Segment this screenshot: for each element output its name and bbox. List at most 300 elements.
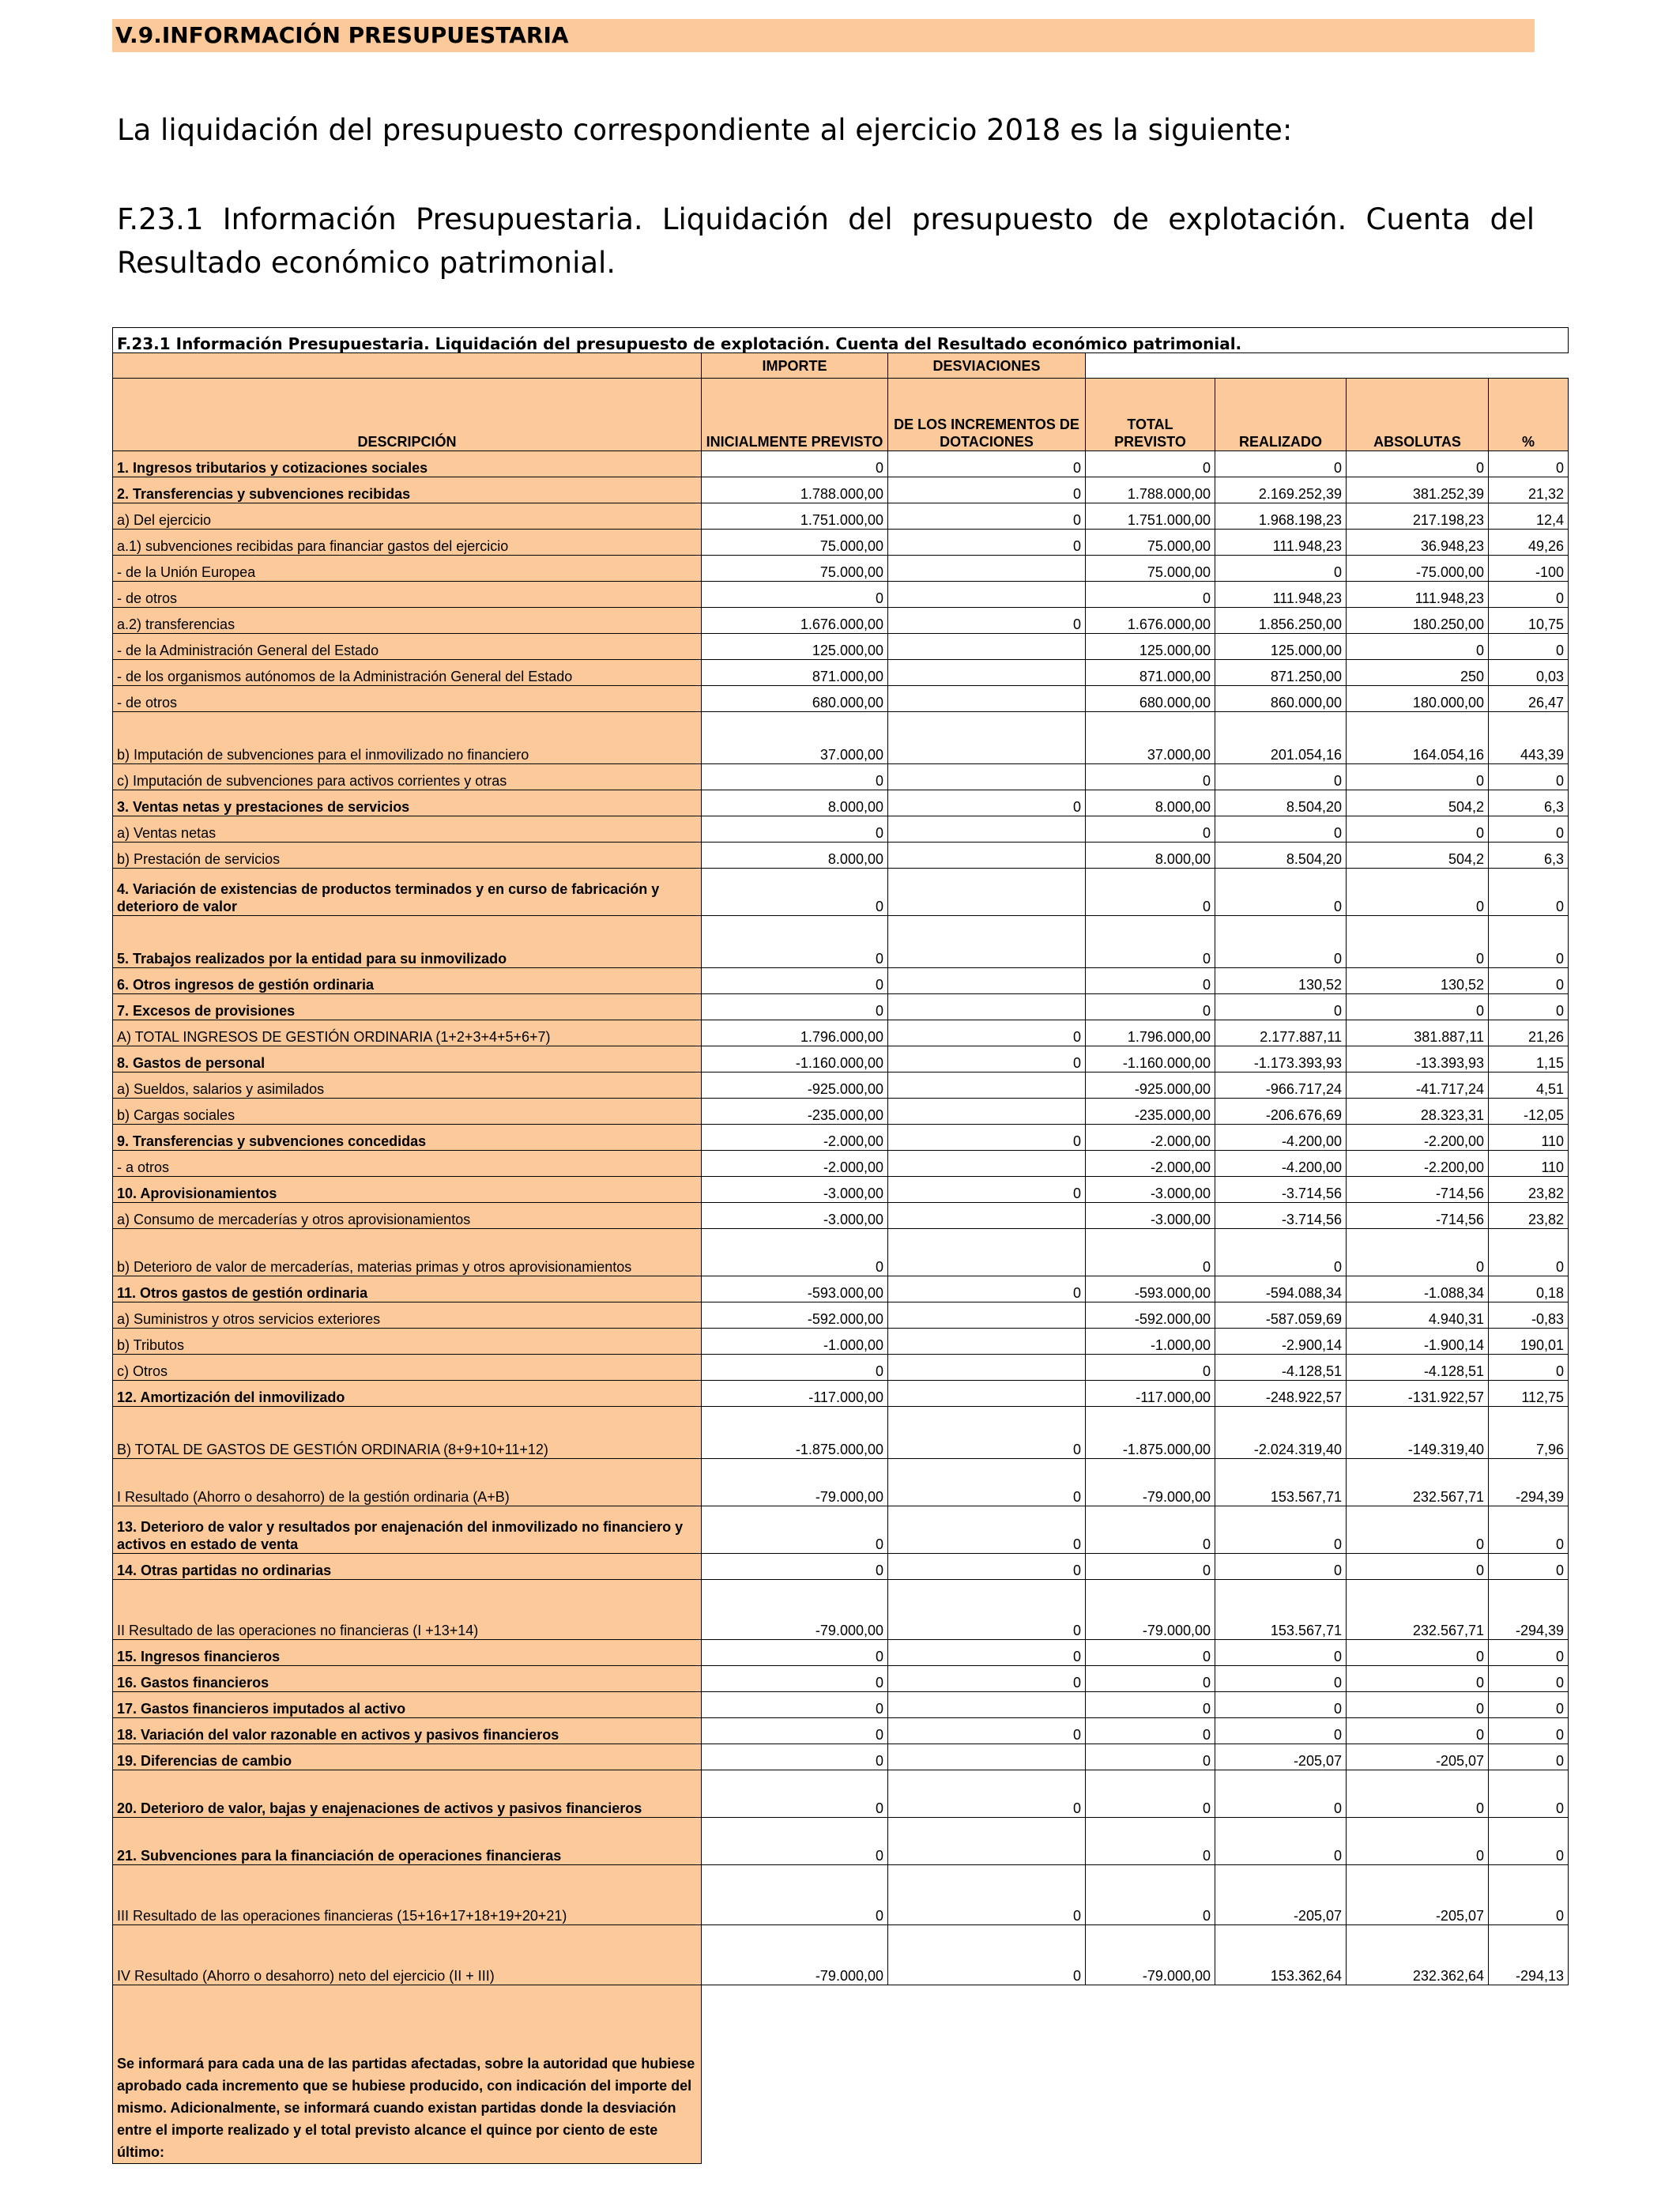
- cell-total: 0: [1086, 1229, 1215, 1276]
- cell-inicial: -79.000,00: [702, 1580, 888, 1640]
- row-description: 20. Deterioro de valor, bajas y enajenaciones de activos y pasivos financieros: [113, 1770, 702, 1818]
- note-text: Se informará para cada una de las partidas afectadas, sobre la autoridad que hubiese aprobado cada incremento que se hubiese producido, con indicación del importe del mismo. Adicionalmente, se informará cuando existan partidas donde la desviación entre el importe realizado y el total previsto alcance el quince por ciento de este último:: [113, 1985, 702, 2164]
- cell-incrementos: [888, 994, 1086, 1020]
- table-row: [113, 1099, 1569, 1125]
- cell-realizado: 0: [1215, 1506, 1347, 1554]
- cell-absolutas: -75.000,00: [1347, 556, 1489, 582]
- cell-realizado: -205,07: [1215, 1744, 1347, 1770]
- cell-total: -117.000,00: [1086, 1381, 1215, 1407]
- cell-absolutas: 217.198,23: [1347, 503, 1489, 530]
- row-description: a.1) subvenciones recibidas para financiar gastos del ejercicio: [113, 530, 702, 556]
- cell-realizado: 111.948,23: [1215, 582, 1347, 608]
- table-row: [113, 1554, 1569, 1580]
- cell-absolutas: 0: [1347, 1718, 1489, 1744]
- cell-pct: -294,39: [1489, 1459, 1569, 1506]
- cell-pct: 0: [1489, 1718, 1569, 1744]
- table-title: F.23.1 Información Presupuestaria. Liquidación del presupuesto de explotación. Cuenta del Resultado económico patrimonial.: [113, 328, 1569, 353]
- cell-incrementos: 0: [888, 1506, 1086, 1554]
- cell-incrementos: 0: [888, 1640, 1086, 1666]
- cell-incrementos: [888, 843, 1086, 869]
- cell-incrementos: 0: [888, 1718, 1086, 1744]
- cell-pct: 0: [1489, 1692, 1569, 1718]
- row-description: b) Deterioro de valor de mercaderías, materias primas y otros aprovisionamientos: [113, 1229, 702, 1276]
- cell-inicial: 75.000,00: [702, 556, 888, 582]
- cell-inicial: -1.000,00: [702, 1329, 888, 1355]
- table-row: [113, 1865, 1569, 1925]
- cell-absolutas: 0: [1347, 1506, 1489, 1554]
- cell-incrementos: [888, 582, 1086, 608]
- cell-pct: 0: [1489, 764, 1569, 790]
- cell-inicial: -2.000,00: [702, 1151, 888, 1177]
- budget-table: [112, 327, 1569, 2164]
- cell-inicial: 0: [702, 916, 888, 968]
- cell-total: 1.788.000,00: [1086, 477, 1215, 503]
- cell-total: -2.000,00: [1086, 1125, 1215, 1151]
- row-description: a) Consumo de mercaderías y otros aprovisionamientos: [113, 1203, 702, 1229]
- cell-total: 75.000,00: [1086, 530, 1215, 556]
- cell-realizado: -4.200,00: [1215, 1125, 1347, 1151]
- cell-pct: 0: [1489, 1355, 1569, 1381]
- cell-incrementos: [888, 686, 1086, 712]
- col-header-inicial: INICIALMENTE PREVISTO: [702, 379, 888, 451]
- group-header-desviaciones: DESVIACIONES: [888, 353, 1086, 379]
- cell-incrementos: 0: [888, 1276, 1086, 1302]
- table-row: [113, 1329, 1569, 1355]
- cell-total: 0: [1086, 1666, 1215, 1692]
- cell-total: 0: [1086, 968, 1215, 994]
- cell-pct: 190,01: [1489, 1329, 1569, 1355]
- row-description: 1. Ingresos tributarios y cotizaciones sociales: [113, 451, 702, 477]
- cell-realizado: 153.567,71: [1215, 1580, 1347, 1640]
- cell-inicial: 0: [702, 582, 888, 608]
- cell-total: 0: [1086, 1640, 1215, 1666]
- row-description: 6. Otros ingresos de gestión ordinaria: [113, 968, 702, 994]
- row-description: 14. Otras partidas no ordinarias: [113, 1554, 702, 1580]
- table-row: [113, 1020, 1569, 1046]
- cell-incrementos: [888, 1329, 1086, 1355]
- row-description: A) TOTAL INGRESOS DE GESTIÓN ORDINARIA (1+2+3+4+5+6+7): [113, 1020, 702, 1046]
- cell-inicial: -235.000,00: [702, 1099, 888, 1125]
- cell-absolutas: 4.940,31: [1347, 1302, 1489, 1329]
- cell-total: 125.000,00: [1086, 634, 1215, 660]
- cell-incrementos: [888, 1099, 1086, 1125]
- cell-absolutas: -714,56: [1347, 1203, 1489, 1229]
- document-subtitle: F.23.1 Información Presupuestaria. Liquidación del presupuesto de explotación. Cuenta del Resultado económico patrimonial.: [117, 202, 1535, 280]
- cell-incrementos: [888, 1203, 1086, 1229]
- cell-realizado: -205,07: [1215, 1865, 1347, 1925]
- cell-incrementos: 0: [888, 530, 1086, 556]
- cell-pct: 12,4: [1489, 503, 1569, 530]
- table-row: [113, 1302, 1569, 1329]
- header-blank: [1086, 353, 1569, 379]
- cell-absolutas: 164.054,16: [1347, 712, 1489, 764]
- cell-incrementos: [888, 1355, 1086, 1381]
- cell-pct: 7,96: [1489, 1407, 1569, 1459]
- row-description: - de la Unión Europea: [113, 556, 702, 582]
- cell-pct: 0: [1489, 968, 1569, 994]
- table-row: [113, 1381, 1569, 1407]
- row-description: I Resultado (Ahorro o desahorro) de la gestión ordinaria (A+B): [113, 1459, 702, 1506]
- cell-absolutas: 180.250,00: [1347, 608, 1489, 634]
- cell-total: -3.000,00: [1086, 1203, 1215, 1229]
- cell-realizado: 1.968.198,23: [1215, 503, 1347, 530]
- col-header-pct: %: [1489, 379, 1569, 451]
- cell-realizado: 0: [1215, 1818, 1347, 1865]
- cell-absolutas: -2.200,00: [1347, 1151, 1489, 1177]
- cell-absolutas: 0: [1347, 916, 1489, 968]
- row-description: 15. Ingresos financieros: [113, 1640, 702, 1666]
- table-row: [113, 530, 1569, 556]
- cell-total: -79.000,00: [1086, 1459, 1215, 1506]
- cell-inicial: 8.000,00: [702, 790, 888, 816]
- row-description: 7. Excesos de provisiones: [113, 994, 702, 1020]
- cell-pct: 443,39: [1489, 712, 1569, 764]
- cell-incrementos: [888, 869, 1086, 916]
- cell-realizado: 0: [1215, 869, 1347, 916]
- cell-total: -925.000,00: [1086, 1072, 1215, 1099]
- cell-inicial: -79.000,00: [702, 1925, 888, 1985]
- cell-absolutas: 381.887,11: [1347, 1020, 1489, 1046]
- cell-total: -235.000,00: [1086, 1099, 1215, 1125]
- cell-pct: 26,47: [1489, 686, 1569, 712]
- cell-incrementos: 0: [888, 1770, 1086, 1818]
- cell-total: 0: [1086, 582, 1215, 608]
- cell-total: 0: [1086, 994, 1215, 1020]
- cell-total: 0: [1086, 1554, 1215, 1580]
- table-row: [113, 916, 1569, 968]
- cell-incrementos: [888, 1302, 1086, 1329]
- cell-total: 0: [1086, 1865, 1215, 1925]
- cell-absolutas: 504,2: [1347, 790, 1489, 816]
- cell-inicial: 0: [702, 816, 888, 843]
- col-header-absolutas: ABSOLUTAS: [1347, 379, 1489, 451]
- table-row: [113, 1459, 1569, 1506]
- row-description: - de la Administración General del Estado: [113, 634, 702, 660]
- note-row: [113, 1985, 1569, 2164]
- cell-inicial: 0: [702, 1865, 888, 1925]
- cell-incrementos: [888, 816, 1086, 843]
- cell-pct: 21,32: [1489, 477, 1569, 503]
- cell-inicial: -592.000,00: [702, 1302, 888, 1329]
- cell-absolutas: -149.319,40: [1347, 1407, 1489, 1459]
- cell-incrementos: [888, 1692, 1086, 1718]
- cell-total: 1.751.000,00: [1086, 503, 1215, 530]
- cell-inicial: 8.000,00: [702, 843, 888, 869]
- cell-inicial: 0: [702, 1640, 888, 1666]
- col-header-realizado: REALIZADO: [1215, 379, 1347, 451]
- cell-realizado: -594.088,34: [1215, 1276, 1347, 1302]
- cell-realizado: -1.173.393,93: [1215, 1046, 1347, 1072]
- cell-inicial: 0: [702, 1818, 888, 1865]
- cell-inicial: 125.000,00: [702, 634, 888, 660]
- cell-pct: 110: [1489, 1125, 1569, 1151]
- table-row: [113, 1640, 1569, 1666]
- table-row: [113, 1046, 1569, 1072]
- cell-incrementos: 0: [888, 477, 1086, 503]
- cell-realizado: -966.717,24: [1215, 1072, 1347, 1099]
- cell-absolutas: -714,56: [1347, 1177, 1489, 1203]
- cell-inicial: 0: [702, 451, 888, 477]
- cell-total: 0: [1086, 1718, 1215, 1744]
- row-description: 11. Otros gastos de gestión ordinaria: [113, 1276, 702, 1302]
- row-description: 16. Gastos financieros: [113, 1666, 702, 1692]
- row-description: 3. Ventas netas y prestaciones de servicios: [113, 790, 702, 816]
- cell-realizado: 0: [1215, 1770, 1347, 1818]
- cell-absolutas: 0: [1347, 1818, 1489, 1865]
- cell-absolutas: 0: [1347, 1229, 1489, 1276]
- cell-inicial: 0: [702, 1554, 888, 1580]
- cell-total: 680.000,00: [1086, 686, 1215, 712]
- table-row: [113, 764, 1569, 790]
- row-description: b) Cargas sociales: [113, 1099, 702, 1125]
- cell-pct: 6,3: [1489, 843, 1569, 869]
- cell-inicial: 0: [702, 1355, 888, 1381]
- cell-incrementos: [888, 1072, 1086, 1099]
- cell-incrementos: 0: [888, 451, 1086, 477]
- table-row: [113, 816, 1569, 843]
- table-row: [113, 1718, 1569, 1744]
- cell-pct: 23,82: [1489, 1203, 1569, 1229]
- table-row: [113, 1770, 1569, 1818]
- cell-inicial: 0: [702, 764, 888, 790]
- cell-realizado: 153.362,64: [1215, 1925, 1347, 1985]
- cell-realizado: -3.714,56: [1215, 1177, 1347, 1203]
- table-row: [113, 1072, 1569, 1099]
- cell-total: 37.000,00: [1086, 712, 1215, 764]
- cell-pct: 110: [1489, 1151, 1569, 1177]
- cell-realizado: 0: [1215, 764, 1347, 790]
- cell-pct: 0: [1489, 1554, 1569, 1580]
- cell-pct: 49,26: [1489, 530, 1569, 556]
- cell-pct: 0: [1489, 1770, 1569, 1818]
- cell-realizado: 153.567,71: [1215, 1459, 1347, 1506]
- cell-pct: 0: [1489, 1506, 1569, 1554]
- cell-incrementos: 0: [888, 1125, 1086, 1151]
- cell-incrementos: 0: [888, 1666, 1086, 1692]
- cell-absolutas: 130,52: [1347, 968, 1489, 994]
- cell-realizado: -3.714,56: [1215, 1203, 1347, 1229]
- table-row: [113, 582, 1569, 608]
- cell-absolutas: 0: [1347, 1692, 1489, 1718]
- cell-total: 0: [1086, 869, 1215, 916]
- table-row: [113, 712, 1569, 764]
- row-description: b) Tributos: [113, 1329, 702, 1355]
- cell-realizado: 111.948,23: [1215, 530, 1347, 556]
- row-description: a) Suministros y otros servicios exteriores: [113, 1302, 702, 1329]
- cell-inicial: 1.676.000,00: [702, 608, 888, 634]
- cell-inicial: 0: [702, 968, 888, 994]
- table-row: [113, 634, 1569, 660]
- cell-pct: -100: [1489, 556, 1569, 582]
- cell-total: 0: [1086, 1818, 1215, 1865]
- cell-pct: 21,26: [1489, 1020, 1569, 1046]
- cell-total: -592.000,00: [1086, 1302, 1215, 1329]
- cell-inicial: -2.000,00: [702, 1125, 888, 1151]
- cell-total: -2.000,00: [1086, 1151, 1215, 1177]
- table-row: [113, 843, 1569, 869]
- cell-total: 0: [1086, 1770, 1215, 1818]
- row-description: II Resultado de las operaciones no financieras (I +13+14): [113, 1580, 702, 1640]
- cell-pct: 0,03: [1489, 660, 1569, 686]
- cell-inicial: -3.000,00: [702, 1177, 888, 1203]
- cell-incrementos: 0: [888, 1177, 1086, 1203]
- cell-realizado: 0: [1215, 994, 1347, 1020]
- cell-absolutas: 232.567,71: [1347, 1459, 1489, 1506]
- cell-total: 0: [1086, 816, 1215, 843]
- cell-absolutas: 36.948,23: [1347, 530, 1489, 556]
- table-row: [113, 1580, 1569, 1640]
- cell-total: -1.000,00: [1086, 1329, 1215, 1355]
- table-row: [113, 451, 1569, 477]
- row-description: 17. Gastos financieros imputados al activo: [113, 1692, 702, 1718]
- table-row: [113, 790, 1569, 816]
- row-description: a) Del ejercicio: [113, 503, 702, 530]
- row-description: c) Imputación de subvenciones para activos corrientes y otras: [113, 764, 702, 790]
- row-description: a) Sueldos, salarios y asimilados: [113, 1072, 702, 1099]
- cell-inicial: -3.000,00: [702, 1203, 888, 1229]
- cell-total: 0: [1086, 451, 1215, 477]
- row-description: a) Ventas netas: [113, 816, 702, 843]
- cell-absolutas: -205,07: [1347, 1744, 1489, 1770]
- row-description: c) Otros: [113, 1355, 702, 1381]
- cell-absolutas: -205,07: [1347, 1865, 1489, 1925]
- row-description: - a otros: [113, 1151, 702, 1177]
- table-row: [113, 1818, 1569, 1865]
- cell-absolutas: -4.128,51: [1347, 1355, 1489, 1381]
- cell-absolutas: 250: [1347, 660, 1489, 686]
- cell-realizado: -2.900,14: [1215, 1329, 1347, 1355]
- table-row: [113, 869, 1569, 916]
- cell-realizado: 0: [1215, 451, 1347, 477]
- cell-total: -79.000,00: [1086, 1925, 1215, 1985]
- row-description: - de otros: [113, 582, 702, 608]
- cell-incrementos: 0: [888, 1925, 1086, 1985]
- cell-incrementos: 0: [888, 1046, 1086, 1072]
- table-row: [113, 660, 1569, 686]
- cell-realizado: 0: [1215, 1666, 1347, 1692]
- cell-total: 1.796.000,00: [1086, 1020, 1215, 1046]
- row-description: 19. Diferencias de cambio: [113, 1744, 702, 1770]
- cell-pct: 0: [1489, 869, 1569, 916]
- cell-total: 0: [1086, 1506, 1215, 1554]
- note-blank: [702, 1985, 1569, 2164]
- cell-realizado: 0: [1215, 916, 1347, 968]
- cell-inicial: -925.000,00: [702, 1072, 888, 1099]
- row-description: 2. Transferencias y subvenciones recibidas: [113, 477, 702, 503]
- table-row: [113, 1177, 1569, 1203]
- cell-absolutas: 504,2: [1347, 843, 1489, 869]
- cell-realizado: 0: [1215, 1640, 1347, 1666]
- cell-pct: 0: [1489, 451, 1569, 477]
- cell-absolutas: 28.323,31: [1347, 1099, 1489, 1125]
- cell-pct: 0,18: [1489, 1276, 1569, 1302]
- row-description: B) TOTAL DE GASTOS DE GESTIÓN ORDINARIA (8+9+10+11+12): [113, 1407, 702, 1459]
- row-description: b) Prestación de servicios: [113, 843, 702, 869]
- table-row: [113, 1355, 1569, 1381]
- row-description: - de otros: [113, 686, 702, 712]
- cell-realizado: 860.000,00: [1215, 686, 1347, 712]
- cell-incrementos: [888, 660, 1086, 686]
- row-description: 21. Subvenciones para la financiación de operaciones financieras: [113, 1818, 702, 1865]
- table-row: [113, 477, 1569, 503]
- row-description: - de los organismos autónomos de la Administración General del Estado: [113, 660, 702, 686]
- cell-realizado: 201.054,16: [1215, 712, 1347, 764]
- cell-pct: 23,82: [1489, 1177, 1569, 1203]
- table-row: [113, 1229, 1569, 1276]
- row-description: 13. Deterioro de valor y resultados por enajenación del inmovilizado no financiero y activos en estado de venta: [113, 1506, 702, 1554]
- cell-absolutas: 0: [1347, 1770, 1489, 1818]
- table-row: [113, 994, 1569, 1020]
- cell-total: 8.000,00: [1086, 790, 1215, 816]
- cell-realizado: -4.200,00: [1215, 1151, 1347, 1177]
- cell-absolutas: 111.948,23: [1347, 582, 1489, 608]
- cell-incrementos: [888, 634, 1086, 660]
- cell-absolutas: 0: [1347, 869, 1489, 916]
- cell-absolutas: 0: [1347, 816, 1489, 843]
- cell-inicial: 0: [702, 1666, 888, 1692]
- cell-pct: 0: [1489, 1640, 1569, 1666]
- cell-pct: 0: [1489, 994, 1569, 1020]
- cell-pct: 0: [1489, 816, 1569, 843]
- cell-pct: -294,13: [1489, 1925, 1569, 1985]
- cell-total: 0: [1086, 1744, 1215, 1770]
- group-header-importe: IMPORTE: [702, 353, 888, 379]
- cell-absolutas: -1.088,34: [1347, 1276, 1489, 1302]
- cell-total: 0: [1086, 1692, 1215, 1718]
- cell-inicial: 0: [702, 994, 888, 1020]
- cell-inicial: 1.796.000,00: [702, 1020, 888, 1046]
- table-row: [113, 1203, 1569, 1229]
- row-description: 8. Gastos de personal: [113, 1046, 702, 1072]
- table-row: [113, 1125, 1569, 1151]
- cell-inicial: 680.000,00: [702, 686, 888, 712]
- cell-pct: 10,75: [1489, 608, 1569, 634]
- cell-realizado: 2.177.887,11: [1215, 1020, 1347, 1046]
- cell-incrementos: [888, 1744, 1086, 1770]
- cell-realizado: -206.676,69: [1215, 1099, 1347, 1125]
- cell-incrementos: 0: [888, 1865, 1086, 1925]
- cell-inicial: -79.000,00: [702, 1459, 888, 1506]
- cell-pct: 1,15: [1489, 1046, 1569, 1072]
- cell-absolutas: 0: [1347, 1554, 1489, 1580]
- cell-absolutas: 0: [1347, 1640, 1489, 1666]
- cell-total: 75.000,00: [1086, 556, 1215, 582]
- cell-pct: -0,83: [1489, 1302, 1569, 1329]
- cell-pct: 0: [1489, 634, 1569, 660]
- cell-absolutas: 232.567,71: [1347, 1580, 1489, 1640]
- cell-incrementos: [888, 556, 1086, 582]
- cell-absolutas: 232.362,64: [1347, 1925, 1489, 1985]
- table-row: [113, 1276, 1569, 1302]
- table-row: [113, 556, 1569, 582]
- cell-inicial: 75.000,00: [702, 530, 888, 556]
- cell-absolutas: 0: [1347, 451, 1489, 477]
- table-row: [113, 1744, 1569, 1770]
- cell-incrementos: [888, 1818, 1086, 1865]
- cell-realizado: 0: [1215, 1692, 1347, 1718]
- cell-incrementos: [888, 764, 1086, 790]
- table-row: [113, 968, 1569, 994]
- cell-inicial: 871.000,00: [702, 660, 888, 686]
- cell-absolutas: 180.000,00: [1347, 686, 1489, 712]
- cell-pct: 0: [1489, 1666, 1569, 1692]
- row-description: IV Resultado (Ahorro o desahorro) neto del ejercicio (II + III): [113, 1925, 702, 1985]
- cell-realizado: 8.504,20: [1215, 790, 1347, 816]
- cell-inicial: 0: [702, 1506, 888, 1554]
- cell-inicial: 37.000,00: [702, 712, 888, 764]
- cell-incrementos: 0: [888, 503, 1086, 530]
- cell-pct: 0: [1489, 916, 1569, 968]
